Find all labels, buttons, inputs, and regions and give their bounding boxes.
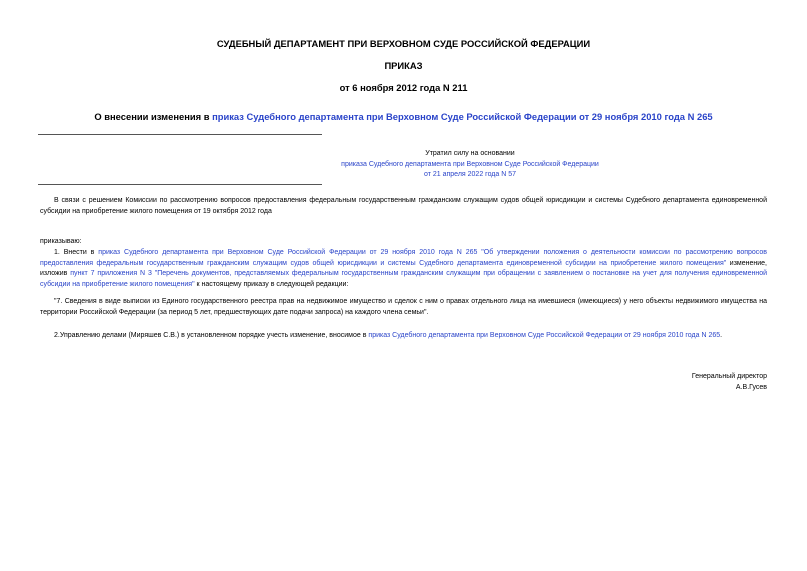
signature-position: Генеральный директор	[691, 373, 767, 380]
item-1-link-point7[interactable]: пункт 7 приложения N 3 "Перечень документов, представляемых федеральным государственным гражданским служащим при обращении с заявлением о постановке на учет для получения единовременной субсидии на приобретение жилого помещения"	[40, 270, 767, 288]
item-1	[40, 248, 767, 290]
lapse-link-line-2[interactable]: приказа Судебного департамента при Верховном Суде Российской Федерации	[341, 160, 599, 168]
quote-paragraph: "7. Сведения в виде выписки из Единого государственного реестра прав на недвижимое имущество и сделок с ним о правах отдельного лица на имевшиеся (имеющиеся) у него объекты недвижимого имущества на территории Российской Федерации (за период 5 лет, предшествующих дате подачи запроса) на каждого члена семьи".	[40, 298, 767, 316]
item-2-text-b: .	[720, 332, 723, 339]
item-2	[40, 331, 767, 342]
lapse-note	[260, 149, 680, 181]
lapse-link-line-3[interactable]: от 21 апреля 2022 года N 57	[423, 171, 517, 178]
lapse-line-1: Утратил силу на основании	[425, 150, 515, 157]
doc-type: ПРИКАЗ	[384, 60, 423, 71]
divider-bottom	[38, 184, 322, 185]
item-2-link-order[interactable]: приказ Судебного департамента при Верховном Суде Российской Федерации от 29 ноября 2010 года N 265	[368, 332, 721, 339]
document-title	[40, 111, 767, 122]
title-prefix: О внесении изменения в	[94, 111, 213, 122]
item-1-text-c: к настоящему приказу в следующей редакции:	[194, 280, 349, 288]
date-number: от 6 ноября 2012 года N 211	[339, 82, 468, 93]
org-header: СУДЕБНЫЙ ДЕПАРТАМЕНТ ПРИ ВЕРХОВНОМ СУДЕ РОССИЙСКОЙ ФЕДЕРАЦИИ	[216, 38, 591, 49]
title-link[interactable]: приказ Судебного департамента при Верховном Суде Российской Федерации от 29 ноября 2010 года N 265	[212, 111, 713, 122]
signature-block	[692, 372, 767, 393]
item-1-text-b: изменение, изложив	[40, 259, 767, 278]
divider-top	[38, 134, 322, 135]
signature-name: А.В.Гусев	[735, 383, 767, 391]
order-word: приказываю:	[40, 238, 82, 245]
item-1-link-order[interactable]: приказ Судебного департамента при Верховном Суде Российской Федерации от 29 ноября 2010 года N 265 "Об утверждении положения о деятельности комиссии по рассмотрению вопросов предоставления федеральным государственным гражданским служащим судов общей юрисдикции и системы Судебного департамента единовременной субсидии на приобретение жилого помещения"	[40, 249, 767, 267]
item-1-text-a: 1. Внести в	[54, 249, 99, 256]
preamble: В связи с решением Комиссии по рассмотрению вопросов предоставления федеральным государственным гражданским служащим судов общей юрисдикции и системы Судебного департамента единовременной субсидии на приобретение жилого помещения от 19 октября 2012 года	[40, 197, 767, 215]
item-2-text-a: 2.Управлению делами (Миряшев С.В.) в установленном порядке учесть изменение, вносимое в	[54, 332, 369, 339]
